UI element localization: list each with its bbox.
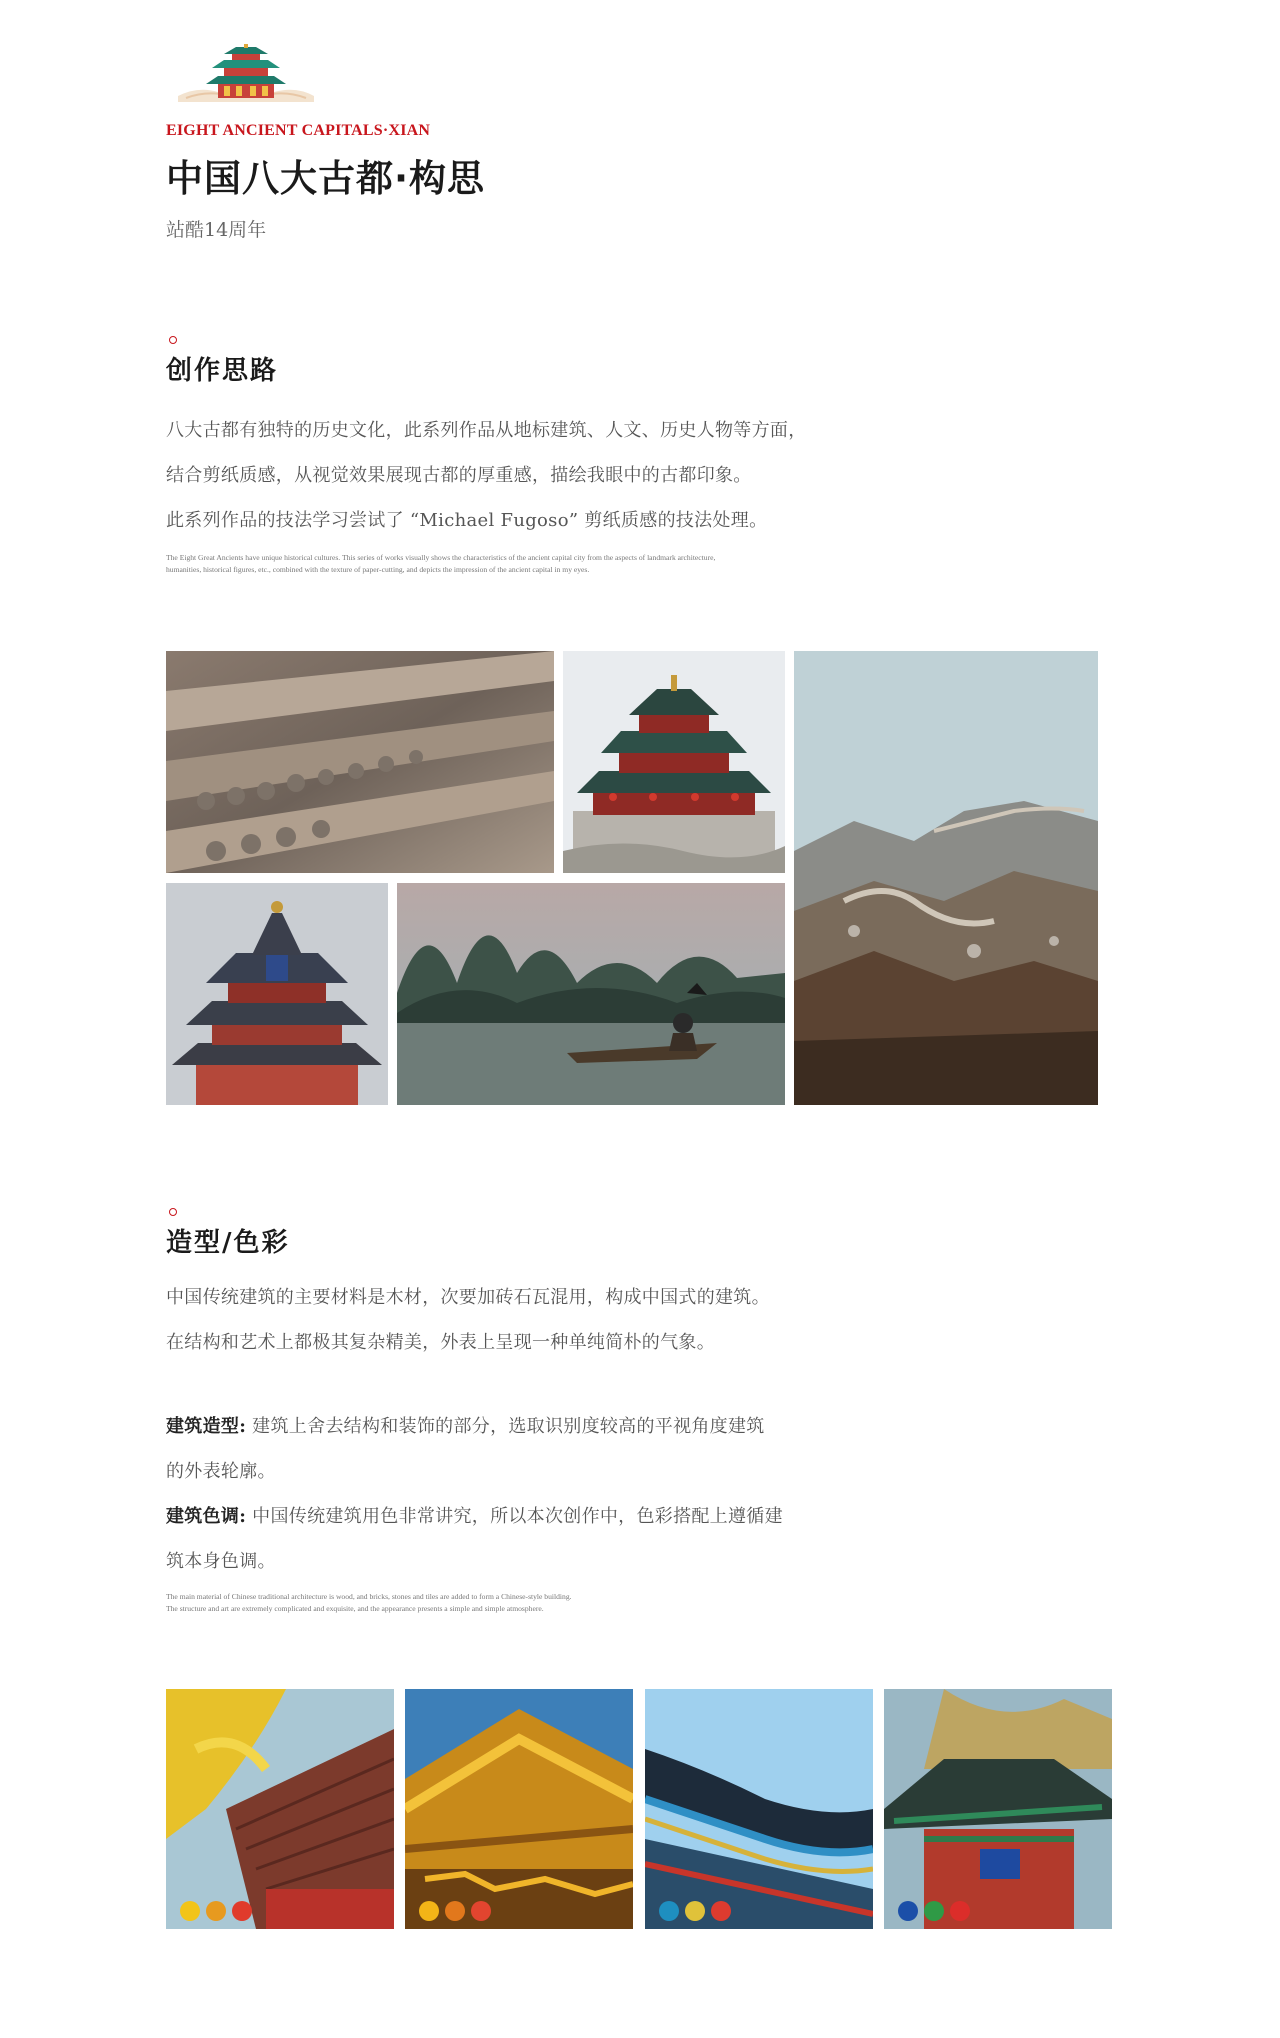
section-title-creative-idea: 创作思路 [166,356,279,386]
section-dot-icon [169,1208,177,1216]
paragraph-line: 在结构和艺术上都极其复杂精美，外表上呈现一种单纯简朴的气象。 [166,1332,715,1353]
color-swatch [950,1901,970,1921]
green-gate-roof-photo [884,1689,1112,1929]
color-text: 中国传统建筑用色非常讲究，所以本次创作中，色彩搭配上遵循建 [246,1506,783,1527]
li-river-fisherman-photo [397,883,785,1105]
page-title: 中国八大古都·构思 [166,157,486,200]
color-swatches [180,1901,252,1921]
color-swatch [711,1901,731,1921]
paragraph-line: 八大古都有独特的历史文化，此系列作品从地标建筑、人文、历史人物等方面， [166,420,807,441]
color-swatch [471,1901,491,1921]
color-swatch [180,1901,200,1921]
section-dot-icon [169,336,177,344]
blue-eave-roof-photo [645,1689,873,1929]
color-swatches [419,1901,491,1921]
shape-label: 建筑造型: [166,1416,247,1437]
color-swatch [898,1901,918,1921]
english-caption: The Eight Great Ancients have unique historical cultures. This series of works visually shows the characteristics of the ancient capital city from the aspects of landmark architecture, humanities, historical figures, etc., combined with the texture of paper-cutting, and depicts the impression of the ancient capital in my eyes. [166,553,716,574]
color-swatch [232,1901,252,1921]
section-title-shape-color: 造型/色彩 [166,1228,290,1258]
paragraph-line: 此系列作品的技法学习尝试了 “Michael Fugoso” 剪纸质感的技法处理。 [166,510,768,531]
shape-text: 建筑上舍去结构和装饰的部分，选取识别度较高的平视角度建筑 [246,1416,765,1437]
paragraph-line: 中国传统建筑的主要材料是木材，次要加砖石瓦混用，构成中国式的建筑。 [166,1287,770,1308]
shape-paragraph [166,1412,765,1438]
golden-palace-roof-photo [405,1689,633,1929]
color-swatch [206,1901,226,1921]
bell-tower-photo [563,651,785,873]
english-caption: The main material of Chinese traditional architecture is wood, and bricks, stones and tiles are added to form a Chinese-style building. [166,1592,572,1601]
color-paragraph [166,1502,783,1528]
english-caption: The structure and art are extremely complicated and exquisite, and the appearance presents a simple and simple atmosphere. [166,1604,544,1613]
terracotta-warriors-photo [166,651,554,873]
color-swatches [659,1901,731,1921]
color-swatches [898,1901,970,1921]
color-swatch [924,1901,944,1921]
eyebrow-title: EIGHT ANCIENT CAPITALS·XIAN [166,122,431,139]
great-wall-photo [794,651,1098,1105]
temple-of-heaven-photo [166,883,388,1105]
page-subtitle: 站酷14周年 [166,219,267,241]
paragraph-line: 筑本身色调。 [166,1551,276,1572]
color-swatch [419,1901,439,1921]
color-swatch [685,1901,705,1921]
paragraph-line: 结合剪纸质感，从视觉效果展现古都的厚重感，描绘我眼中的古都印象。 [166,465,752,486]
color-label: 建筑色调: [166,1506,247,1527]
yellow-ginkgo-roof-photo [166,1689,394,1929]
paragraph-line: 的外表轮廓。 [166,1461,276,1482]
color-swatch [445,1901,465,1921]
pavilion-logo-icon [178,44,314,104]
color-swatch [659,1901,679,1921]
